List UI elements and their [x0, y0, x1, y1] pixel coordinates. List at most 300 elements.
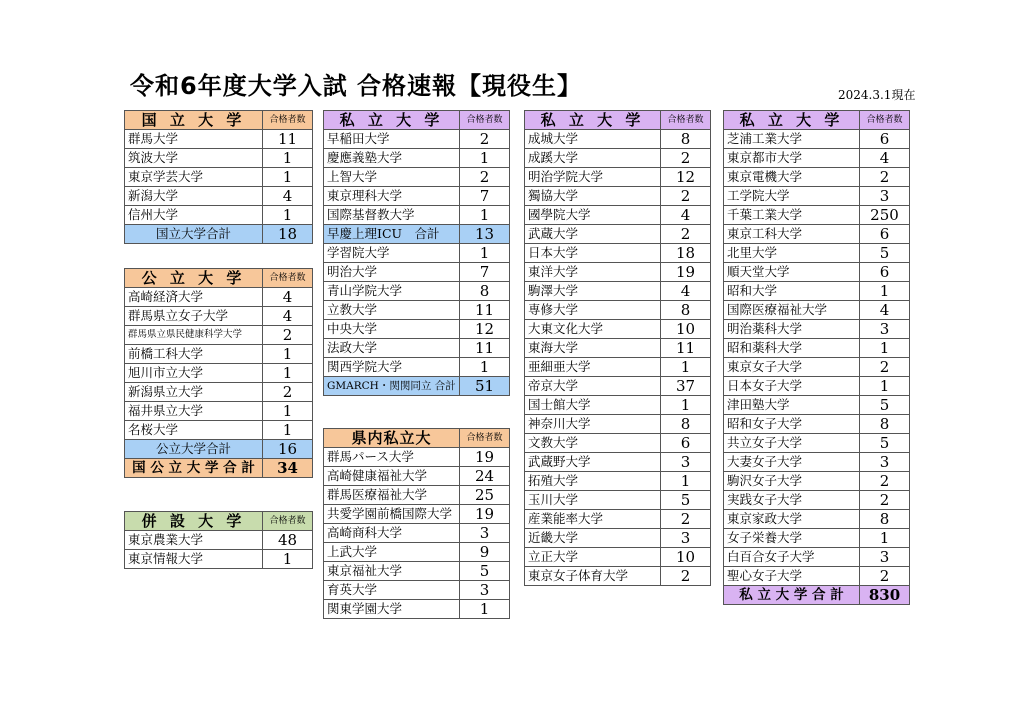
kokuritsu-table	[124, 110, 313, 244]
table-row	[724, 510, 910, 529]
pass-count: 11	[263, 130, 313, 149]
table-row	[324, 187, 510, 206]
table-row	[724, 320, 910, 339]
table-row	[724, 263, 910, 282]
count-header: 合格者数	[263, 111, 313, 130]
count-header: 合格者数	[460, 111, 510, 130]
table-row	[724, 567, 910, 586]
table-row	[724, 491, 910, 510]
pass-count: 2	[860, 491, 910, 510]
table-row	[125, 168, 313, 187]
university-name: 東洋大学	[525, 263, 661, 282]
pass-count: 1	[460, 600, 510, 619]
table-row	[125, 364, 313, 383]
table-row	[324, 168, 510, 187]
university-name: 東京女子体育大学	[525, 567, 661, 586]
table-row	[324, 339, 510, 358]
university-name: 上智大学	[324, 168, 460, 187]
pass-count: 1	[860, 339, 910, 358]
pass-count: 1	[263, 149, 313, 168]
table-row	[525, 301, 711, 320]
university-name: 武蔵野大学	[525, 453, 661, 472]
table-row	[724, 149, 910, 168]
university-name: 群馬パース大学	[324, 448, 460, 467]
table-header	[125, 111, 313, 130]
university-name: 亜細亜大学	[525, 358, 661, 377]
table-row	[724, 244, 910, 263]
table-row	[125, 383, 313, 402]
university-name: 神奈川大学	[525, 415, 661, 434]
university-name: 共立女子大学	[724, 434, 860, 453]
table-row	[724, 358, 910, 377]
table-row	[525, 491, 711, 510]
university-name: 国際医療福祉大学	[724, 301, 860, 320]
table-header-label: 県内私立大	[324, 429, 460, 448]
subtotal-row	[125, 225, 313, 244]
university-name: 芝浦工業大学	[724, 130, 860, 149]
university-name: 群馬医療福祉大学	[324, 486, 460, 505]
table-row	[525, 396, 711, 415]
pass-count: 12	[460, 320, 510, 339]
pass-count: 2	[263, 326, 313, 345]
university-name: 名桜大学	[125, 421, 263, 440]
table-header	[525, 111, 711, 130]
pass-count: 6	[860, 130, 910, 149]
pass-count: 4	[263, 288, 313, 307]
university-name: 東京農業大学	[125, 531, 263, 550]
table-row	[125, 307, 313, 326]
subtotal-label: 公立大学合計	[125, 440, 263, 459]
university-name: 前橋工科大学	[125, 345, 263, 364]
table-row	[724, 301, 910, 320]
university-name: 成城大学	[525, 130, 661, 149]
pass-count: 19	[661, 263, 711, 282]
subtotal-value: 13	[460, 225, 510, 244]
university-name: 東京女子大学	[724, 358, 860, 377]
kennai-table	[323, 428, 510, 619]
pass-count: 250	[860, 206, 910, 225]
kouritsu-table	[124, 268, 313, 478]
grand-total-value: 34	[263, 459, 313, 478]
table-row	[525, 339, 711, 358]
table-row	[724, 548, 910, 567]
university-name: 関東学園大学	[324, 600, 460, 619]
pass-count: 6	[860, 263, 910, 282]
university-name: 明治薬科大学	[724, 320, 860, 339]
count-header: 合格者数	[860, 111, 910, 130]
university-name: 群馬県立女子大学	[125, 307, 263, 326]
university-name: 駒沢女子大学	[724, 472, 860, 491]
pass-count: 48	[263, 531, 313, 550]
university-name: 大東文化大学	[525, 320, 661, 339]
table-header	[324, 429, 510, 448]
university-name: 高崎経済大学	[125, 288, 263, 307]
table-row	[525, 567, 711, 586]
university-name: 大妻女子大学	[724, 453, 860, 472]
pass-count: 8	[860, 415, 910, 434]
pass-count: 3	[860, 548, 910, 567]
pass-count: 3	[860, 320, 910, 339]
table-row	[324, 600, 510, 619]
pass-count: 3	[860, 453, 910, 472]
table-row	[525, 282, 711, 301]
university-name: 日本大学	[525, 244, 661, 263]
university-name: 女子栄養大学	[724, 529, 860, 548]
grand-total-label: 私 立 大 学 合 計	[724, 586, 860, 605]
table-row	[525, 130, 711, 149]
university-name: 千葉工業大学	[724, 206, 860, 225]
pass-count: 2	[460, 130, 510, 149]
university-name: 旭川市立大学	[125, 364, 263, 383]
university-name: 帝京大学	[525, 377, 661, 396]
table-row	[525, 510, 711, 529]
count-header: 合格者数	[263, 512, 313, 531]
table-row	[125, 531, 313, 550]
table-row	[724, 377, 910, 396]
university-name: 順天堂大学	[724, 263, 860, 282]
table-row	[324, 263, 510, 282]
table-row	[525, 244, 711, 263]
pass-count: 4	[661, 282, 711, 301]
table-row	[125, 421, 313, 440]
table-header-label: 私 立 大 学	[525, 111, 661, 130]
university-name: 東京理科大学	[324, 187, 460, 206]
subtotal-value: 16	[263, 440, 313, 459]
page-title: 令和6年度大学入試 合格速報【現役生】	[130, 72, 583, 100]
university-name: 福井県立大学	[125, 402, 263, 421]
pass-count: 1	[661, 358, 711, 377]
university-name: 高崎健康福祉大学	[324, 467, 460, 486]
table-row	[324, 358, 510, 377]
pass-count: 5	[661, 491, 711, 510]
university-name: 國學院大学	[525, 206, 661, 225]
university-name: 文教大学	[525, 434, 661, 453]
university-name: 北里大学	[724, 244, 860, 263]
pass-count: 8	[661, 415, 711, 434]
table-row	[525, 206, 711, 225]
pass-count: 1	[860, 529, 910, 548]
table-row	[525, 187, 711, 206]
university-name: 玉川大学	[525, 491, 661, 510]
table-row	[724, 396, 910, 415]
university-name: 学習院大学	[324, 244, 460, 263]
pass-count: 3	[661, 453, 711, 472]
table-row	[324, 505, 510, 524]
university-name: 白百合女子大学	[724, 548, 860, 567]
pass-count: 19	[460, 448, 510, 467]
subtotal-row	[324, 225, 510, 244]
university-name: 成蹊大学	[525, 149, 661, 168]
table-row	[525, 453, 711, 472]
pass-count: 10	[661, 320, 711, 339]
table-row	[525, 320, 711, 339]
table-row	[724, 472, 910, 491]
pass-count: 1	[263, 550, 313, 569]
subtotal-label: 早慶上理ICU 合計	[324, 225, 460, 244]
pass-count: 1	[263, 345, 313, 364]
as-of-date: 2024.3.1現在	[838, 88, 916, 102]
pass-count: 9	[460, 543, 510, 562]
university-name: 東京都市大学	[724, 149, 860, 168]
pass-count: 24	[460, 467, 510, 486]
table-row	[724, 453, 910, 472]
university-name: 専修大学	[525, 301, 661, 320]
pass-count: 1	[460, 206, 510, 225]
shiritsu-table-1	[323, 110, 510, 396]
pass-count: 1	[860, 377, 910, 396]
university-name: 新潟大学	[125, 187, 263, 206]
table-row	[324, 149, 510, 168]
count-header: 合格者数	[661, 111, 711, 130]
pass-count: 18	[661, 244, 711, 263]
university-name: 立教大学	[324, 301, 460, 320]
university-name: 明治学院大学	[525, 168, 661, 187]
table-row	[525, 472, 711, 491]
table-row	[324, 244, 510, 263]
university-name: 昭和薬科大学	[724, 339, 860, 358]
table-header	[324, 111, 510, 130]
pass-count: 3	[460, 581, 510, 600]
pass-count: 25	[460, 486, 510, 505]
table-row	[125, 402, 313, 421]
grand-total-row	[724, 586, 910, 605]
university-name: 群馬県立県民健康科学大学	[125, 326, 263, 345]
pass-count: 5	[860, 396, 910, 415]
count-header: 合格者数	[460, 429, 510, 448]
table-header	[125, 512, 313, 531]
table-row	[125, 550, 313, 569]
table-header-label: 併 設 大 学	[125, 512, 263, 531]
university-name: 実践女子大学	[724, 491, 860, 510]
university-name: 産業能率大学	[525, 510, 661, 529]
university-name: 国士館大学	[525, 396, 661, 415]
pass-count: 1	[860, 282, 910, 301]
subtotal-row	[324, 377, 510, 396]
university-name: 高崎商科大学	[324, 524, 460, 543]
university-name: 青山学院大学	[324, 282, 460, 301]
pass-count: 1	[460, 358, 510, 377]
pass-count: 3	[661, 529, 711, 548]
university-name: 獨協大学	[525, 187, 661, 206]
university-name: 駒澤大学	[525, 282, 661, 301]
pass-count: 1	[661, 472, 711, 491]
table-header-label: 私 立 大 学	[724, 111, 860, 130]
table-row	[525, 358, 711, 377]
university-name: 中央大学	[324, 320, 460, 339]
table-row	[525, 263, 711, 282]
pass-count: 8	[860, 510, 910, 529]
table-row	[525, 377, 711, 396]
university-name: 工学院大学	[724, 187, 860, 206]
university-name: 共愛学園前橋国際大学	[324, 505, 460, 524]
pass-count: 1	[460, 149, 510, 168]
university-name: 法政大学	[324, 339, 460, 358]
pass-count: 11	[661, 339, 711, 358]
table-row	[324, 467, 510, 486]
university-name: 信州大学	[125, 206, 263, 225]
subtotal-row	[125, 440, 313, 459]
pass-count: 2	[860, 358, 910, 377]
table-header-label: 公 立 大 学	[125, 269, 263, 288]
pass-count: 1	[460, 244, 510, 263]
table-row	[324, 448, 510, 467]
pass-count: 12	[661, 168, 711, 187]
university-name: 昭和女子大学	[724, 415, 860, 434]
university-name: 国際基督教大学	[324, 206, 460, 225]
table-row	[324, 524, 510, 543]
grand-total-value: 830	[860, 586, 910, 605]
table-row	[724, 168, 910, 187]
table-row	[125, 130, 313, 149]
table-row	[724, 434, 910, 453]
heisetsu-table	[124, 511, 313, 569]
university-name: 武蔵大学	[525, 225, 661, 244]
pass-count: 4	[263, 187, 313, 206]
university-name: 東京家政大学	[724, 510, 860, 529]
university-name: 日本女子大学	[724, 377, 860, 396]
pass-count: 1	[263, 168, 313, 187]
subtotal-label: 国立大学合計	[125, 225, 263, 244]
table-row	[125, 326, 313, 345]
university-name: 昭和大学	[724, 282, 860, 301]
table-header	[125, 269, 313, 288]
pass-count: 2	[661, 149, 711, 168]
pass-count: 8	[661, 301, 711, 320]
pass-count: 5	[860, 244, 910, 263]
table-row	[125, 345, 313, 364]
table-row	[724, 339, 910, 358]
table-row	[525, 548, 711, 567]
university-name: 育英大学	[324, 581, 460, 600]
table-row	[724, 225, 910, 244]
pass-count: 2	[661, 187, 711, 206]
pass-count: 2	[661, 510, 711, 529]
pass-count: 5	[860, 434, 910, 453]
university-name: 東京工科大学	[724, 225, 860, 244]
university-name: 東京電機大学	[724, 168, 860, 187]
table-row	[324, 301, 510, 320]
table-row	[525, 529, 711, 548]
table-row	[324, 282, 510, 301]
pass-count: 7	[460, 187, 510, 206]
grand-total-row	[125, 459, 313, 478]
university-name: 津田塾大学	[724, 396, 860, 415]
shiritsu-table-2	[524, 110, 711, 586]
table-header-label: 私 立 大 学	[324, 111, 460, 130]
university-name: 東海大学	[525, 339, 661, 358]
table-row	[324, 130, 510, 149]
pass-count: 6	[661, 434, 711, 453]
pass-count: 11	[460, 339, 510, 358]
pass-count: 1	[263, 421, 313, 440]
pass-count: 2	[263, 383, 313, 402]
pass-count: 2	[860, 567, 910, 586]
table-row	[324, 581, 510, 600]
university-name: 新潟県立大学	[125, 383, 263, 402]
university-name: 聖心女子大学	[724, 567, 860, 586]
pass-count: 4	[263, 307, 313, 326]
university-name: 東京学芸大学	[125, 168, 263, 187]
pass-count: 4	[860, 149, 910, 168]
university-name: 関西学院大学	[324, 358, 460, 377]
table-row	[724, 415, 910, 434]
grand-total-label: 国 公 立 大 学 合 計	[125, 459, 263, 478]
university-name: 東京情報大学	[125, 550, 263, 569]
pass-count: 4	[661, 206, 711, 225]
pass-count: 4	[860, 301, 910, 320]
university-name: 拓殖大学	[525, 472, 661, 491]
table-row	[125, 149, 313, 168]
university-name: 群馬大学	[125, 130, 263, 149]
university-name: 早稲田大学	[324, 130, 460, 149]
subtotal-value: 18	[263, 225, 313, 244]
pass-count: 10	[661, 548, 711, 567]
pass-count: 6	[860, 225, 910, 244]
pass-count: 1	[263, 402, 313, 421]
pass-count: 3	[460, 524, 510, 543]
university-name: 立正大学	[525, 548, 661, 567]
table-row	[324, 320, 510, 339]
university-name: 近畿大学	[525, 529, 661, 548]
pass-count: 11	[460, 301, 510, 320]
table-header	[724, 111, 910, 130]
table-row	[525, 434, 711, 453]
pass-count: 3	[860, 187, 910, 206]
pass-count: 37	[661, 377, 711, 396]
pass-count: 2	[860, 168, 910, 187]
pass-count: 5	[460, 562, 510, 581]
subtotal-value: 51	[460, 377, 510, 396]
pass-count: 1	[263, 206, 313, 225]
table-row	[525, 149, 711, 168]
pass-count: 8	[460, 282, 510, 301]
count-header: 合格者数	[263, 269, 313, 288]
table-row	[324, 486, 510, 505]
table-row	[324, 562, 510, 581]
table-row	[724, 187, 910, 206]
pass-count: 19	[460, 505, 510, 524]
table-row	[324, 543, 510, 562]
table-row	[125, 206, 313, 225]
table-row	[724, 130, 910, 149]
shiritsu-table-3	[723, 110, 910, 605]
table-header-label: 国 立 大 学	[125, 111, 263, 130]
table-row	[724, 282, 910, 301]
table-row	[525, 415, 711, 434]
university-name: 明治大学	[324, 263, 460, 282]
pass-count: 1	[661, 396, 711, 415]
table-row	[125, 288, 313, 307]
university-name: 東京福祉大学	[324, 562, 460, 581]
university-name: 上武大学	[324, 543, 460, 562]
table-row	[724, 206, 910, 225]
table-row	[525, 168, 711, 187]
pass-count: 2	[460, 168, 510, 187]
pass-count: 7	[460, 263, 510, 282]
pass-count: 8	[661, 130, 711, 149]
university-name: 筑波大学	[125, 149, 263, 168]
table-row	[324, 206, 510, 225]
table-row	[724, 529, 910, 548]
pass-count: 2	[661, 225, 711, 244]
subtotal-label: GMARCH・関関同立 合計	[324, 377, 460, 396]
pass-count: 1	[263, 364, 313, 383]
pass-count: 2	[860, 472, 910, 491]
pass-count: 2	[661, 567, 711, 586]
table-row	[525, 225, 711, 244]
table-row	[125, 187, 313, 206]
university-name: 慶應義塾大学	[324, 149, 460, 168]
